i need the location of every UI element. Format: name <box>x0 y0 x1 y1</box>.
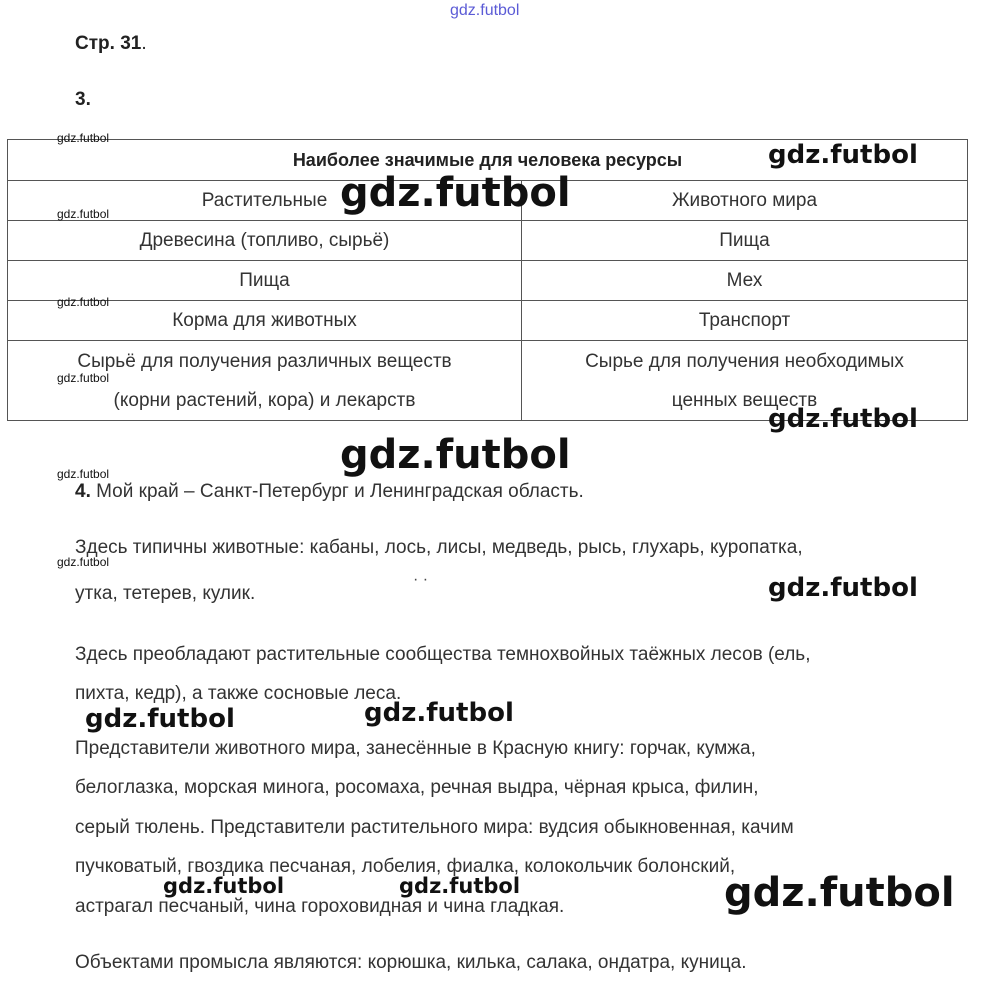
watermark: gdz.futbol <box>399 874 521 898</box>
task-3-number: 3. <box>75 89 91 110</box>
watermark: gdz.futbol <box>768 140 918 170</box>
table-row <box>8 261 968 301</box>
red-book-line-5: астрагал песчаный, чина гороховидная и чина гладкая. <box>75 896 565 917</box>
table-row <box>8 301 968 341</box>
red-book-line-1: Представители животного мира, занесённые в Красную книгу: горчак, кумжа, <box>75 738 756 759</box>
watermark: gdz.futbol <box>57 131 110 145</box>
animals-line-1: Здесь типичны животные: кабаны, лось, лисы, медведь, рысь, глухарь, куропатка, <box>75 537 803 558</box>
page-number: Стр. 31. <box>75 33 147 54</box>
fishing-objects: Объектами промысла являются: корюшка, килька, салака, ондатра, куница. <box>75 952 747 973</box>
watermark: gdz.futbol <box>340 432 571 478</box>
watermark: gdz.futbol <box>85 704 235 734</box>
watermark: gdz.futbol <box>340 170 571 216</box>
animals-line-2: утка, тетерев, кулик. <box>75 583 256 604</box>
watermark: gdz.futbol <box>57 295 110 309</box>
watermark-top: gdz.futbol <box>450 2 520 19</box>
watermark: gdz.futbol <box>768 573 918 603</box>
table-header: Наиболее значимые для человека ресурсы <box>8 140 968 181</box>
task-4-intro <box>75 482 584 502</box>
watermark: gdz.futbol <box>724 870 955 916</box>
red-book-line-4: пучковатый, гвоздика песчаная, лобелия, фиалка, колокольчик болонский, <box>75 856 736 877</box>
cell-line: Сырьё для получения различных веществ <box>77 350 452 372</box>
cell-line: Сырье для получения необходимых <box>585 350 904 372</box>
cell-line: ценных веществ <box>671 389 818 411</box>
plants-line-2: пихта, кедр), а также сосновые леса. <box>75 683 402 704</box>
column-heading-animals: Животного мира <box>522 181 968 221</box>
stray-marks: · · <box>413 571 429 588</box>
red-book-line-3: серый тюлень. Представители растительного мира: вудсия обыкновенная, качим <box>75 817 794 838</box>
task-4-intro-text: Мой край – Санкт-Петербург и Ленинградская область. <box>96 481 584 502</box>
column-heading-plants: Растительные <box>8 181 522 221</box>
watermark: gdz.futbol <box>163 874 285 898</box>
watermark: gdz.futbol <box>57 207 110 221</box>
watermark: gdz.futbol <box>768 404 918 434</box>
table-cell: Древесина (топливо, сырьё) <box>8 221 522 261</box>
watermark: gdz.futbol <box>57 555 110 569</box>
table-cell: Мех <box>522 261 968 301</box>
watermark: gdz.futbol <box>57 371 110 385</box>
table-row <box>8 221 968 261</box>
table-cell: Транспорт <box>522 301 968 341</box>
cell-line: (корни растений, кора) и лекарств <box>113 389 416 411</box>
table-cell: Пища <box>8 261 522 301</box>
table-cell: Корма для животных <box>8 301 522 341</box>
watermark: gdz.futbol <box>364 698 514 728</box>
red-book-line-2: белоглазка, морская минога, росомаха, речная выдра, чёрная крыса, филин, <box>75 777 759 798</box>
table-cell: Пища <box>522 221 968 261</box>
watermark: gdz.futbol <box>57 467 110 481</box>
task-4-number: 4. <box>75 481 91 502</box>
plants-line-1: Здесь преобладают растительные сообщества темнохвойных таёжных лесов (ель, <box>75 644 811 665</box>
